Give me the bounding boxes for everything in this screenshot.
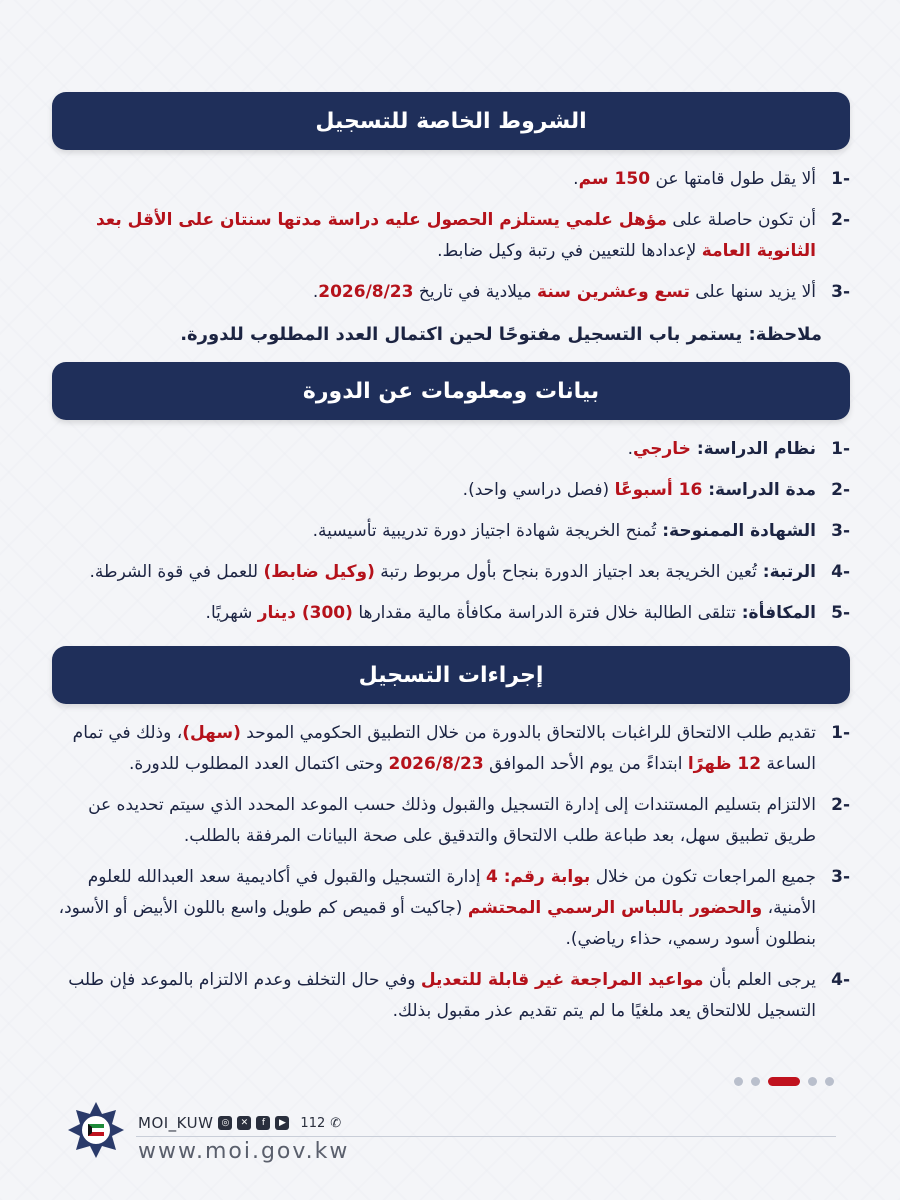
list-item: [52, 205, 850, 267]
item-number: -1: [831, 169, 850, 189]
item-number: -3: [831, 282, 850, 302]
list-item: [52, 718, 850, 780]
list-item: [52, 790, 850, 852]
item-number: -2: [831, 795, 850, 815]
item-text: يرجى العلم بأن مواعيد المراجعة غير قابلة للتعديل وفي حال التخلف وعدم الالتزام بالموعد فإن طلب التسجيل للالتحاق يعد ملغيًا ما لم يتم تقديم عذر مقبول بذلك.: [68, 970, 816, 1021]
item-text: أن تكون حاصلة على مؤهل علمي يستلزم الحصول عليه دراسة مدتها سنتان على الأقل بعد الثانوية العامة لإعدادها للتعيين في رتبة وكيل ضابط.: [95, 210, 816, 261]
page-dot-active[interactable]: [768, 1077, 800, 1086]
list-item: [52, 557, 850, 588]
item-number: -3: [831, 867, 850, 887]
page-dot[interactable]: [808, 1077, 817, 1086]
item-number: -1: [831, 723, 850, 743]
section-header-course-info: [52, 362, 850, 420]
item-text: الشهادة الممنوحة: تُمنح الخريجة شهادة اجتياز دورة تدريبية تأسيسية.: [312, 521, 816, 541]
item-number: -4: [831, 970, 850, 990]
footer-divider: [136, 1136, 836, 1137]
item-text: الرتبة: تُعين الخريجة بعد اجتياز الدورة بنجاح بأول مربوط رتبة (وكيل ضابط) للعمل في قوة الشرطة.: [89, 562, 816, 582]
item-text: تقديم طلب الالتحاق للراغبات بالالتحاق بالدورة من خلال التطبيق الحكومي الموحد (سهل)، وذلك في تمام الساعة 12 ظهرًا ابتداءً من يوم الأحد الموافق 2026/8/23 وحتى اكتمال العدد المطلوب للدورة.: [72, 723, 816, 774]
youtube-icon[interactable]: ▶: [275, 1116, 289, 1130]
item-text: نظام الدراسة: خارجي.: [627, 439, 816, 459]
list-item: [52, 475, 850, 506]
list-item: [52, 598, 850, 629]
pagination-dots: [734, 1074, 844, 1088]
item-number: -5: [831, 603, 850, 623]
item-number: -4: [831, 562, 850, 582]
section-title: الشروط الخاصة للتسجيل: [315, 108, 587, 134]
page-dot[interactable]: [751, 1077, 760, 1086]
list-item: [52, 434, 850, 465]
instagram-icon[interactable]: ◎: [218, 1116, 232, 1130]
item-number: -1: [831, 439, 850, 459]
page-dot[interactable]: [734, 1077, 743, 1086]
course-info-list: [52, 434, 850, 639]
section-header-registration-conditions: [52, 92, 850, 150]
item-text: ألا يزيد سنها على تسع وعشرين سنة ميلادية في تاريخ 2026/8/23.: [312, 282, 816, 302]
section-title: إجراءات التسجيل: [358, 662, 544, 688]
conditions-list: [52, 164, 850, 318]
item-text: مدة الدراسة: 16 أسبوعًا (فصل دراسي واحد).: [462, 480, 816, 500]
section-header-registration-procedures: [52, 646, 850, 704]
item-text: ألا يقل طول قامتها عن 150 سم.: [573, 169, 816, 189]
list-item: [52, 862, 850, 955]
moi-emblem-logo: [66, 1100, 126, 1160]
page-dot[interactable]: [825, 1077, 834, 1086]
social-handle[interactable]: MOI_KUW: [138, 1114, 214, 1132]
list-item: [52, 164, 850, 195]
list-item: [52, 516, 850, 547]
item-text: جميع المراجعات تكون من خلال بوابة رقم: 4 إدارة التسجيل والقبول في أكاديمية سعد العبدالله للعلوم الأمنية، والحضور باللباس الرسمي المحتشم (جاكيت أو قميص كم طويل واسع باللون الأبيض أو الأسود، بنطلون أسود رسمي، حذاء رياضي).: [58, 867, 816, 949]
item-number: -2: [831, 480, 850, 500]
list-item: [52, 277, 850, 308]
registration-note: ملاحظة: يستمر باب التسجيل مفتوحًا لحين اكتمال العدد المطلوب للدورة.: [180, 324, 822, 345]
x-icon[interactable]: ✕: [237, 1116, 251, 1130]
phone-icon: ✆: [330, 1115, 342, 1131]
footer-social: [138, 1112, 341, 1134]
list-item: [52, 965, 850, 1027]
website-url[interactable]: www.moi.gov.kw: [138, 1139, 350, 1164]
phone-number[interactable]: 112: [300, 1115, 326, 1131]
item-number: -3: [831, 521, 850, 541]
section-title: بيانات ومعلومات عن الدورة: [302, 378, 600, 404]
item-text: الالتزام بتسليم المستندات إلى إدارة التسجيل والقبول وذلك حسب الموعد المحدد الذي سيتم تحديده عن طريق تطبيق سهل، بعد طباعة طلب الالتحاق والتدقيق على صحة البيانات المرفقة بالطلب.: [88, 795, 816, 846]
item-number: -2: [831, 210, 850, 230]
procedures-list: [52, 718, 850, 1037]
item-text: المكافأة: تتلقى الطالبة خلال فترة الدراسة مكافأة مالية مقدارها (300) دينار شهريًا.: [205, 603, 816, 623]
facebook-icon[interactable]: f: [256, 1116, 270, 1130]
